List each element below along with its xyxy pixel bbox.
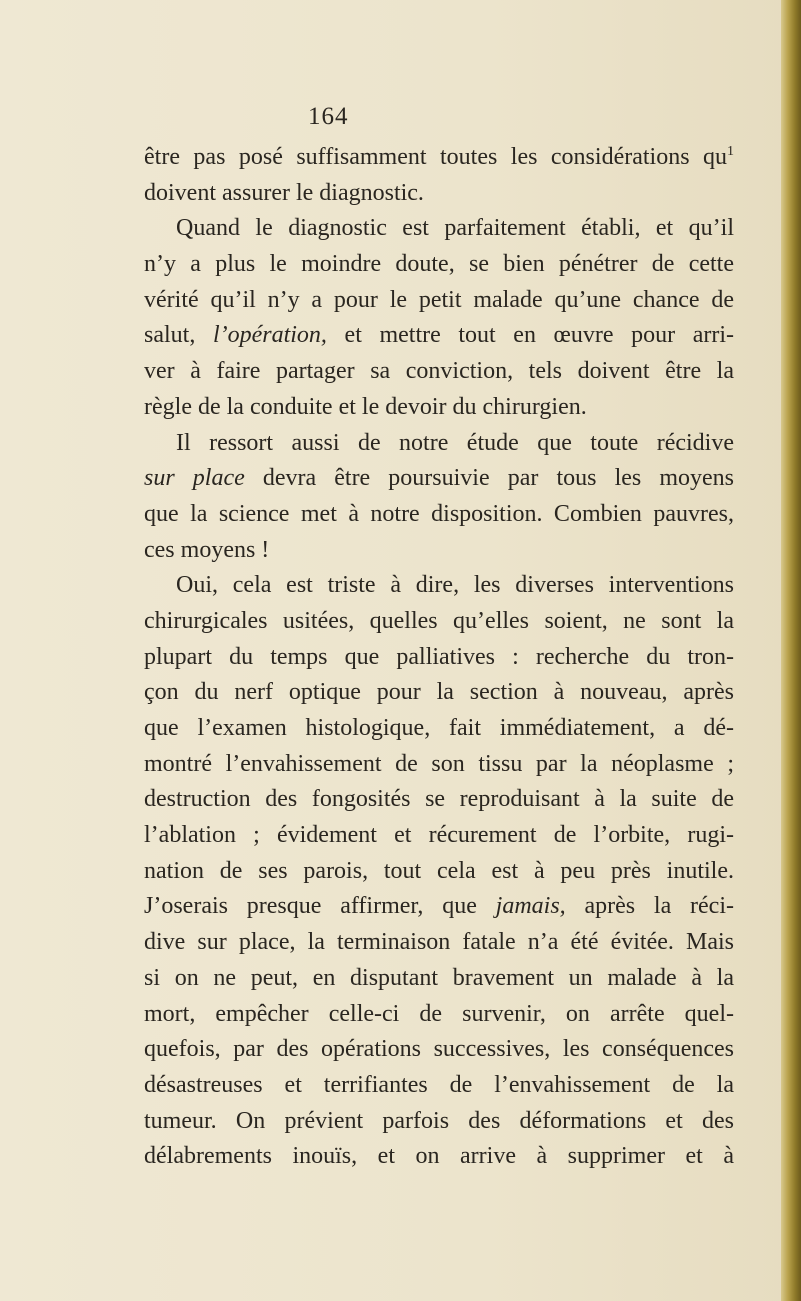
line-text: tumeur. On prévient parfois des déformations et des: [144, 1107, 734, 1134]
line-text: délabrements inouïs, et on arrive à supprimer et à: [144, 1143, 734, 1170]
line-text: çon du nerf optique pour la section à nouveau, après: [144, 679, 734, 706]
line-text: Il ressort aussi de notre étude que toute récidive: [176, 429, 734, 456]
text-line: [144, 497, 734, 533]
line-text: plupart du temps que palliatives : recherche du tron-: [144, 643, 734, 670]
text-line: [144, 925, 734, 961]
text-line: [144, 675, 734, 711]
text-line: [144, 997, 734, 1033]
line-text: mort, empêcher celle-ci de survenir, on arrête quel-: [144, 1000, 734, 1027]
text-line: [144, 390, 734, 426]
text-line: [144, 354, 734, 390]
text-line: [144, 818, 734, 854]
page-edge: [781, 0, 801, 1301]
line-text: devra être poursuivie par tous les moyens: [244, 465, 734, 492]
text-line: [144, 604, 734, 640]
line-text: salut,: [144, 322, 213, 349]
line-text: quefois, par des opérations successives, les conséquences: [144, 1036, 734, 1063]
line-text: être pas posé suffisamment toutes les considérations qu: [144, 144, 727, 170]
text-line: [144, 640, 734, 676]
text-line: [144, 711, 734, 747]
body-text: [144, 140, 734, 1175]
line-text: chirurgicales usitées, quelles qu’elles soient, ne sont la: [144, 607, 734, 634]
italic-text: sur place: [144, 465, 245, 492]
line-text: l’ablation ; évidement et récurement de l’orbite, rugi-: [144, 822, 734, 849]
footnote-marker: 1: [727, 144, 734, 159]
text-line: [144, 1032, 734, 1068]
line-text: Quand le diagnostic est parfaitement établi, et qu’il: [176, 215, 734, 242]
page-number: 164: [308, 103, 349, 130]
line-text: vérité qu’il n’y a pour le petit malade qu’une chance de: [144, 286, 734, 313]
line-text: Oui, cela est triste à dire, les diverses interventions: [176, 572, 734, 599]
line-text: désastreuses et terrifiantes de l’envahissement de la: [144, 1071, 734, 1098]
line-text: ver à faire partager sa conviction, tels doivent être la: [144, 358, 734, 385]
line-text: doivent assurer le diagnostic.: [144, 179, 424, 206]
line-text: que la science met à notre disposition. Combien pauvres,: [144, 500, 734, 527]
text-line: [144, 461, 734, 497]
line-text: montré l’envahissement de son tissu par la néoplasme ;: [144, 750, 734, 777]
line-text: après la réci-: [565, 893, 734, 920]
text-line: [144, 247, 734, 283]
line-text: et mettre tout en œuvre pour arri-: [326, 322, 735, 349]
line-text: destruction des fongosités se reproduisant à la suite de: [144, 786, 734, 813]
text-line: [144, 1068, 734, 1104]
line-text: nation de ses parois, tout cela est à peu près inutile.: [144, 857, 734, 884]
text-line: [144, 318, 734, 354]
line-text: J’oserais presque affirmer, que: [144, 893, 496, 920]
line-text: ces moyens !: [144, 536, 270, 563]
line-text: si on ne peut, en disputant bravement un malade à la: [144, 964, 734, 991]
text-line: [144, 782, 734, 818]
text-line: [144, 747, 734, 783]
text-line: [144, 1139, 734, 1175]
line-text: règle de la conduite et le devoir du chirurgien.: [144, 393, 587, 420]
text-line: [144, 426, 734, 462]
text-line: [144, 854, 734, 890]
italic-text: l’opération,: [212, 322, 327, 349]
italic-text: jamais,: [495, 893, 566, 920]
text-line: [144, 961, 734, 997]
text-line: [144, 283, 734, 319]
text-line: [144, 533, 734, 569]
text-line: [144, 211, 734, 247]
text-line: [144, 889, 734, 925]
line-text: n’y a plus le moindre doute, se bien pénétrer de cette: [144, 251, 734, 278]
text-line: [144, 176, 734, 212]
text-line: [144, 1104, 734, 1140]
text-line: [144, 140, 734, 176]
line-text: que l’examen histologique, fait immédiatement, a dé-: [144, 715, 734, 741]
line-text: dive sur place, la terminaison fatale n’a été évitée. Mais: [144, 929, 734, 956]
text-line: [144, 568, 734, 604]
